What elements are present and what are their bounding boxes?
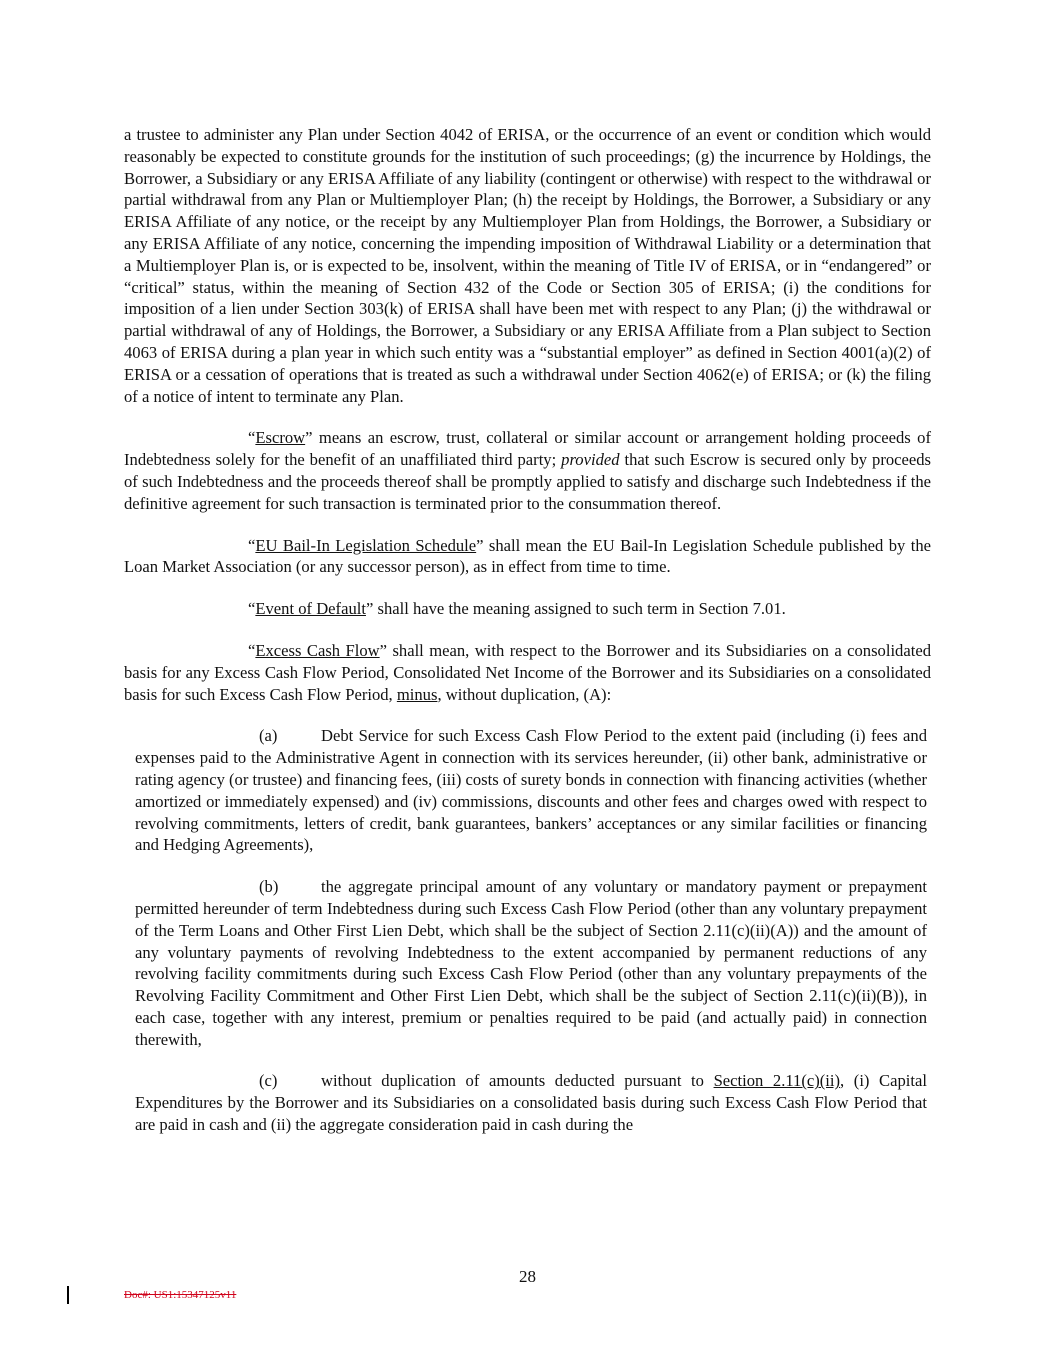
italic-provided: provided bbox=[561, 450, 620, 470]
clause-c-label: (c) bbox=[259, 1071, 278, 1091]
definition-escrow: “Escrow” means an escrow, trust, collateral or similar account or arrangement holding proceeds of Indebtedness solely for the benefit of an unaffiliated third party; provided that such Escrow is secured only by proceeds of such Indebtedness and the proceeds thereof shall be promptly applied to satisfy and discharge such Indebtedness if the definitive agreement for such transaction is terminated prior to the consummation thereof. bbox=[124, 428, 931, 513]
defined-term-escrow: Escrow bbox=[255, 428, 306, 448]
revision-change-bar bbox=[67, 1286, 69, 1304]
page-number: 28 bbox=[519, 1267, 536, 1286]
clause-c: (c) without duplication of amounts deducted pursuant to Section 2.11(c)(ii), (i) Capital Expenditures by the Borrower and its Subsidiaries on a consolidated basis during such Excess Cash Flow Period that are paid in cash and (ii) the aggregate consideration paid in cash during the bbox=[135, 1071, 927, 1135]
clause-a bbox=[135, 725, 927, 856]
carryover-paragraph: a trustee to administer any Plan under Section 4042 of ERISA, or the occurrence of an event or condition which would reasonably be expected to constitute grounds for the institution of such proceedings; (g) the incurrence by Holdings, the Borrower, a Subsidiary or any ERISA Affiliate of any liability (contingent or otherwise) with respect to the withdrawal or partial withdrawal from any Plan or Multiemployer Plan; (h) the receipt by Holdings, the Borrower, a Subsidiary or any ERISA Affiliate of any notice, or the receipt by any Multiemployer Plan from Holdings, the Borrower, a Subsidiary or any ERISA Affiliate of any notice, concerning the impending imposition of Withdrawal Liability or a determination that a Multiemployer Plan is, or is expected to be, insolvent, within the meaning of Title IV of ERISA, or in “endangered” or “critical” status, within the meaning of Section 432 of the Code or Section 305 of ERISA; (i) the conditions for imposition of a lien under Section 303(k) of ERISA shall have been met with respect to any Plan; (j) the withdrawal or partial withdrawal of any of Holdings, the Borrower, a Subsidiary or any ERISA Affiliate from a Plan subject to Section 4063 of ERISA during a plan year in which such entity was a “substantial employer” as defined in Section 4001(a)(2) of ERISA or a cessation of operations that is treated as such a withdrawal under Section 4062(e) of ERISA; or (k) the filing of a notice of intent to terminate any Plan. bbox=[124, 125, 931, 406]
clause-b bbox=[135, 876, 927, 1050]
underlined-minus: minus bbox=[396, 684, 438, 704]
document-id: Doc#: US1:15347125v11 bbox=[124, 1289, 237, 1301]
defined-term-eu-bail-in: EU Bail-In Legislation Schedule bbox=[255, 535, 477, 555]
definition-excess-cash-flow: “Excess Cash Flow” shall mean, with respect to the Borrower and its Subsidiaries on a consolidated basis for any Excess Cash Flow Period, Consolidated Net Income of the Borrower and its Subsidiaries on a consolidated basis for such Excess Cash Flow Period, minus, without duplication, (A): bbox=[124, 640, 931, 704]
definition-event-of-default: “Event of Default” shall have the meaning assigned to such term in Section 7.01. bbox=[248, 599, 786, 619]
clause-a-text: Debt Service for such Excess Cash Flow Period to the extent paid (including (i) fees and expenses paid to the Administrative Agent in connection with its services hereunder, (ii) other bank, administrative or rating agency (or trustee) and financing fees, (iii) costs of surety bonds in connection with financing activities (whether amortized or immediately expensed) and (iv) commissions, discounts and other fees and charges owed with respect to revolving commitments, letters of credit, bank guarantees, bankers’ acceptances or any similar facilities or financing and Hedging Agreements), bbox=[135, 726, 927, 855]
defined-term-excess-cash-flow: Excess Cash Flow bbox=[255, 640, 380, 660]
defined-term-event-of-default: Event of Default bbox=[255, 599, 366, 619]
clause-b-label: (b) bbox=[259, 877, 279, 897]
clause-b-text: the aggregate principal amount of any voluntary or mandatory payment or prepayment permitted hereunder of term Indebtedness during such Excess Cash Flow Period (other than any voluntary prepayment of the Term Loans and Other First Lien Debt, which shall be the subject of Section 2.11(c)(ii)(A)) and the amount of any voluntary payments of revolving Indebtedness to the extent accompanied by permanent reductions of any revolving facility commitments during such Excess Cash Flow Period (other than any voluntary prepayments of the Revolving Facility Commitment and Other First Lien Debt, which shall be the subject of Section 2.11(c)(ii)(B)), in each case, together with any interest, premium or penalties required to be paid (and actually paid) in connection therewith, bbox=[135, 877, 927, 1049]
clause-a-label: (a) bbox=[259, 726, 278, 746]
definition-eu-bail-in-legislation-schedule: “EU Bail-In Legislation Schedule” shall mean the EU Bail-In Legislation Schedule published by the Loan Market Association (or any successor person), as in effect from time to time. bbox=[124, 535, 931, 577]
section-reference-link: Section 2.11(c)(ii) bbox=[713, 1071, 841, 1091]
document-body bbox=[124, 124, 931, 1156]
